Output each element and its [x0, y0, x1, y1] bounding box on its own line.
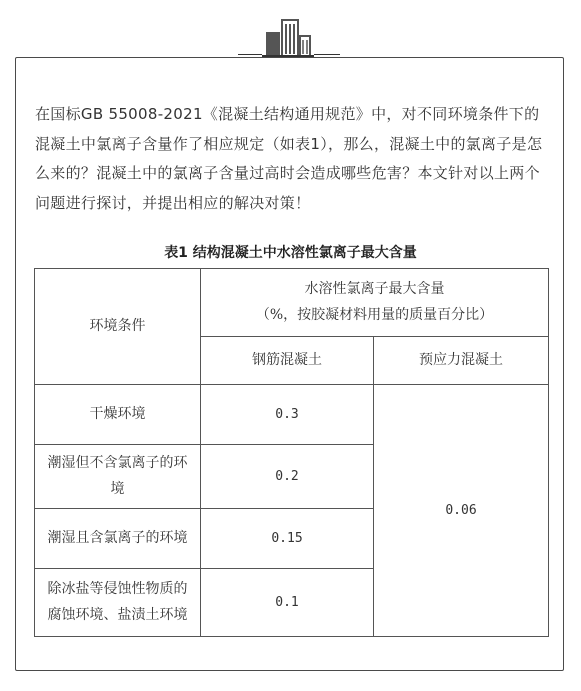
pc-header: 预应力混凝土 — [374, 337, 549, 385]
pc-value-cell: 0.06 — [374, 385, 549, 637]
env-cell: 潮湿但不含氯离子的环境 — [35, 445, 201, 509]
header-divider-right — [314, 54, 340, 55]
chloride-max-header-line1: 水溶性氯离子最大含量 — [304, 281, 445, 298]
chloride-limit-table — [34, 268, 549, 637]
rc-header: 钢筋混凝土 — [201, 337, 374, 385]
rc-value-cell: 0.2 — [201, 445, 374, 509]
env-cell: 除冰盐等侵蚀性物质的腐蚀环境、盐渍土环境 — [35, 569, 201, 637]
building-icon — [262, 16, 314, 58]
table-caption: 表1 结构混凝土中水溶性氯离子最大含量 — [164, 245, 417, 261]
rc-value-cell: 0.3 — [201, 385, 374, 445]
env-cell: 干燥环境 — [35, 385, 201, 445]
env-condition-header: 环境条件 — [35, 269, 201, 385]
chloride-max-header — [201, 269, 549, 337]
rc-value-cell: 0.15 — [201, 509, 374, 569]
chloride-max-header-line2: （%，按胶凝材料用量的质量百分比） — [255, 306, 494, 323]
rc-value-cell: 0.1 — [201, 569, 374, 637]
header-divider-left — [238, 54, 262, 55]
intro-paragraph: 在国标GB 55008-2021《混凝土结构通用规范》中，对不同环境条件下的混凝土中氯离子含量作了相应规定（如表1），那么，混凝土中的氯离子是怎么来的？混凝土中的氯离子含量过高时会造成哪些危害？本文针对以上两个问题进行探讨，并提出相应的解决对策！ — [35, 105, 543, 212]
env-cell: 潮湿且含氯离子的环境 — [35, 509, 201, 569]
